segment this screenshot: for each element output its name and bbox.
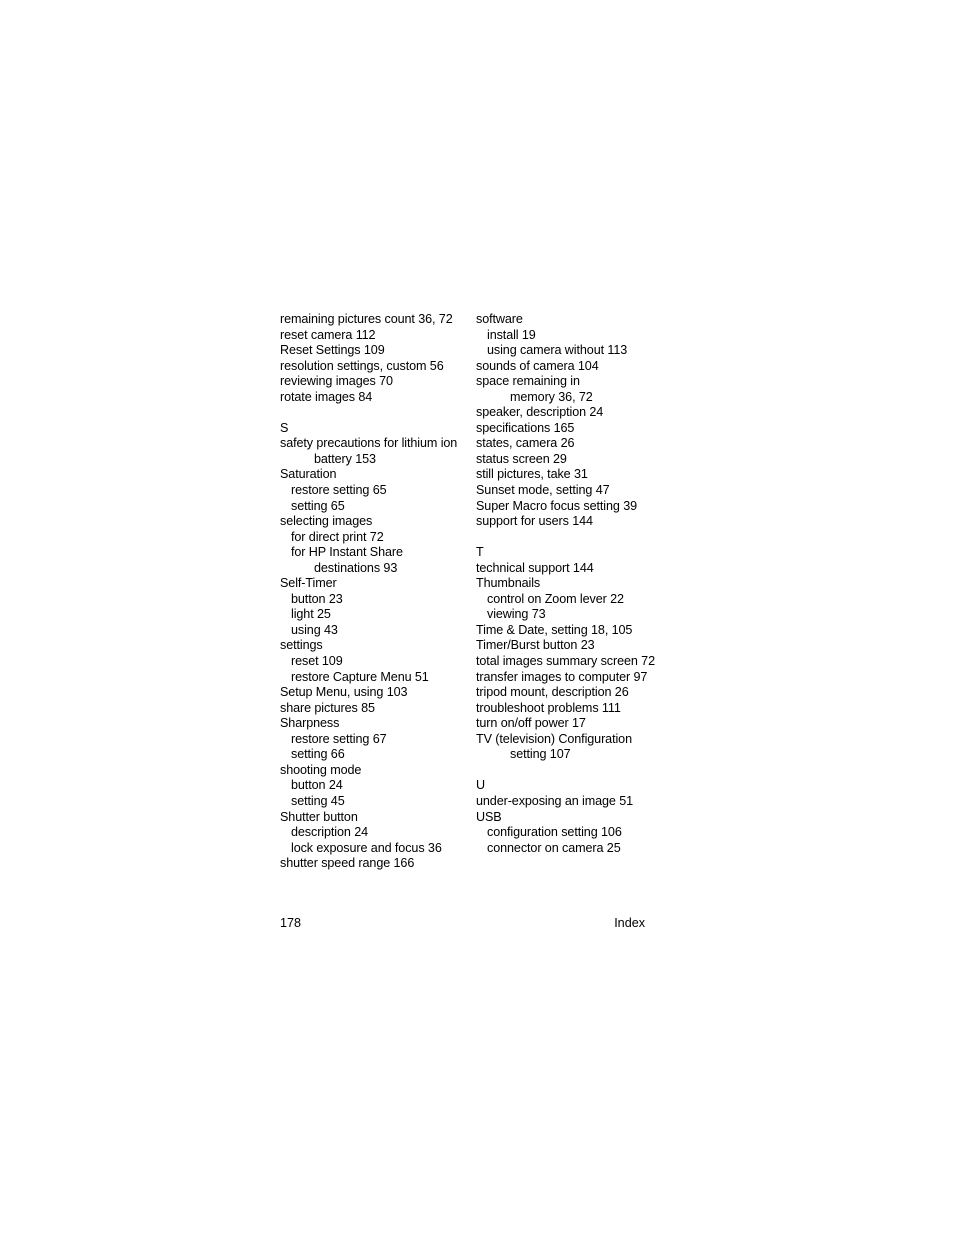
index-section-letter: T [476, 545, 484, 560]
index-entry: under-exposing an image 51 [476, 793, 634, 808]
index-subentry: restore setting 67 [291, 731, 387, 746]
index-entry: specifications 165 [476, 420, 575, 435]
index-entry: Sharpness [280, 716, 340, 731]
index-entry-continuation: destinations 93 [314, 560, 398, 575]
index-entry: turn on/off power 17 [476, 716, 586, 731]
index-subentry: setting 45 [291, 793, 345, 808]
index-entry: share pictures 85 [280, 700, 375, 715]
index-entry: TV (television) Configuration [476, 731, 632, 746]
index-subentry: reset 109 [291, 654, 343, 669]
index-subentry: using 43 [291, 622, 338, 637]
index-entry: reset camera 112 [280, 327, 376, 342]
index-subentry: description 24 [291, 825, 369, 840]
index-entry: software [476, 312, 523, 326]
index-entry: Saturation [280, 467, 337, 482]
index-subentry: configuration setting 106 [487, 825, 622, 840]
index-entry: still pictures, take 31 [476, 467, 588, 482]
index-entry: tripod mount, description 26 [476, 685, 629, 700]
index-entry-continuation: memory 36, 72 [510, 389, 593, 404]
index-entry: reviewing images 70 [280, 374, 393, 389]
index-entry-continuation: battery 153 [314, 451, 376, 466]
index-entry: shutter speed range 166 [280, 856, 415, 871]
index-entry: safety precautions for lithium ion [280, 436, 458, 451]
index-entry: USB [476, 809, 502, 824]
index-entry: selecting images [280, 514, 373, 529]
index-entry: remaining pictures count 36, 72 [280, 312, 453, 326]
index-entry: Super Macro focus setting 39 [476, 498, 638, 513]
index-subentry: connector on camera 25 [487, 840, 621, 855]
index-subentry: using camera without 113 [487, 343, 628, 358]
index-entry: speaker, description 24 [476, 405, 604, 420]
index-entry: resolution settings, custom 56 [280, 358, 444, 373]
index-entry: Time & Date, setting 18, 105 [476, 622, 633, 637]
index-entry: sounds of camera 104 [476, 358, 599, 373]
index-subentry: control on Zoom lever 22 [487, 591, 624, 606]
index-subentry: button 23 [291, 591, 343, 606]
index-subentry: light 25 [291, 607, 331, 622]
index-subentry: for direct print 72 [291, 529, 384, 544]
index-entry: troubleshoot problems 111 [476, 700, 621, 715]
section-gap [476, 530, 660, 546]
section-label: Index [614, 916, 645, 930]
index-section-letter: U [476, 778, 485, 793]
index-subentry: viewing 73 [487, 607, 546, 622]
index-entry: support for users 144 [476, 514, 593, 529]
index-entry: Self-Timer [280, 576, 337, 591]
index-entry: Shutter button [280, 809, 358, 824]
index-entry: status screen 29 [476, 451, 567, 466]
index-entry: Setup Menu, using 103 [280, 685, 408, 700]
index-entry: technical support 144 [476, 560, 594, 575]
index-entry: Timer/Burst button 23 [476, 638, 595, 653]
index-column-left [280, 312, 466, 872]
section-gap [280, 405, 466, 421]
index-entry: Thumbnails [476, 576, 541, 591]
index-entry: total images summary screen 72 [476, 654, 655, 669]
index-column-right [476, 312, 660, 856]
index-entry: rotate images 84 [280, 389, 373, 404]
index-entry: states, camera 26 [476, 436, 575, 451]
index-entry: settings [280, 638, 323, 653]
index-subentry: restore Capture Menu 51 [291, 669, 429, 684]
index-entry: space remaining in [476, 374, 580, 389]
index-subentry: lock exposure and focus 36 [291, 840, 442, 855]
index-subentry: for HP Instant Share [291, 545, 403, 560]
index-entry: transfer images to computer 97 [476, 669, 648, 684]
index-subentry: install 19 [487, 327, 536, 342]
index-subentry: setting 66 [291, 747, 345, 762]
index-entry-continuation: setting 107 [510, 747, 571, 762]
page-number: 178 [280, 916, 302, 930]
index-entry: Sunset mode, setting 47 [476, 483, 610, 498]
index-entry: shooting mode [280, 762, 362, 777]
index-section-letter: S [280, 420, 289, 435]
index-subentry: restore setting 65 [291, 483, 387, 498]
index-subentry: button 24 [291, 778, 343, 793]
index-entry: Reset Settings 109 [280, 343, 385, 358]
index-subentry: setting 65 [291, 498, 345, 513]
section-gap [476, 763, 660, 779]
